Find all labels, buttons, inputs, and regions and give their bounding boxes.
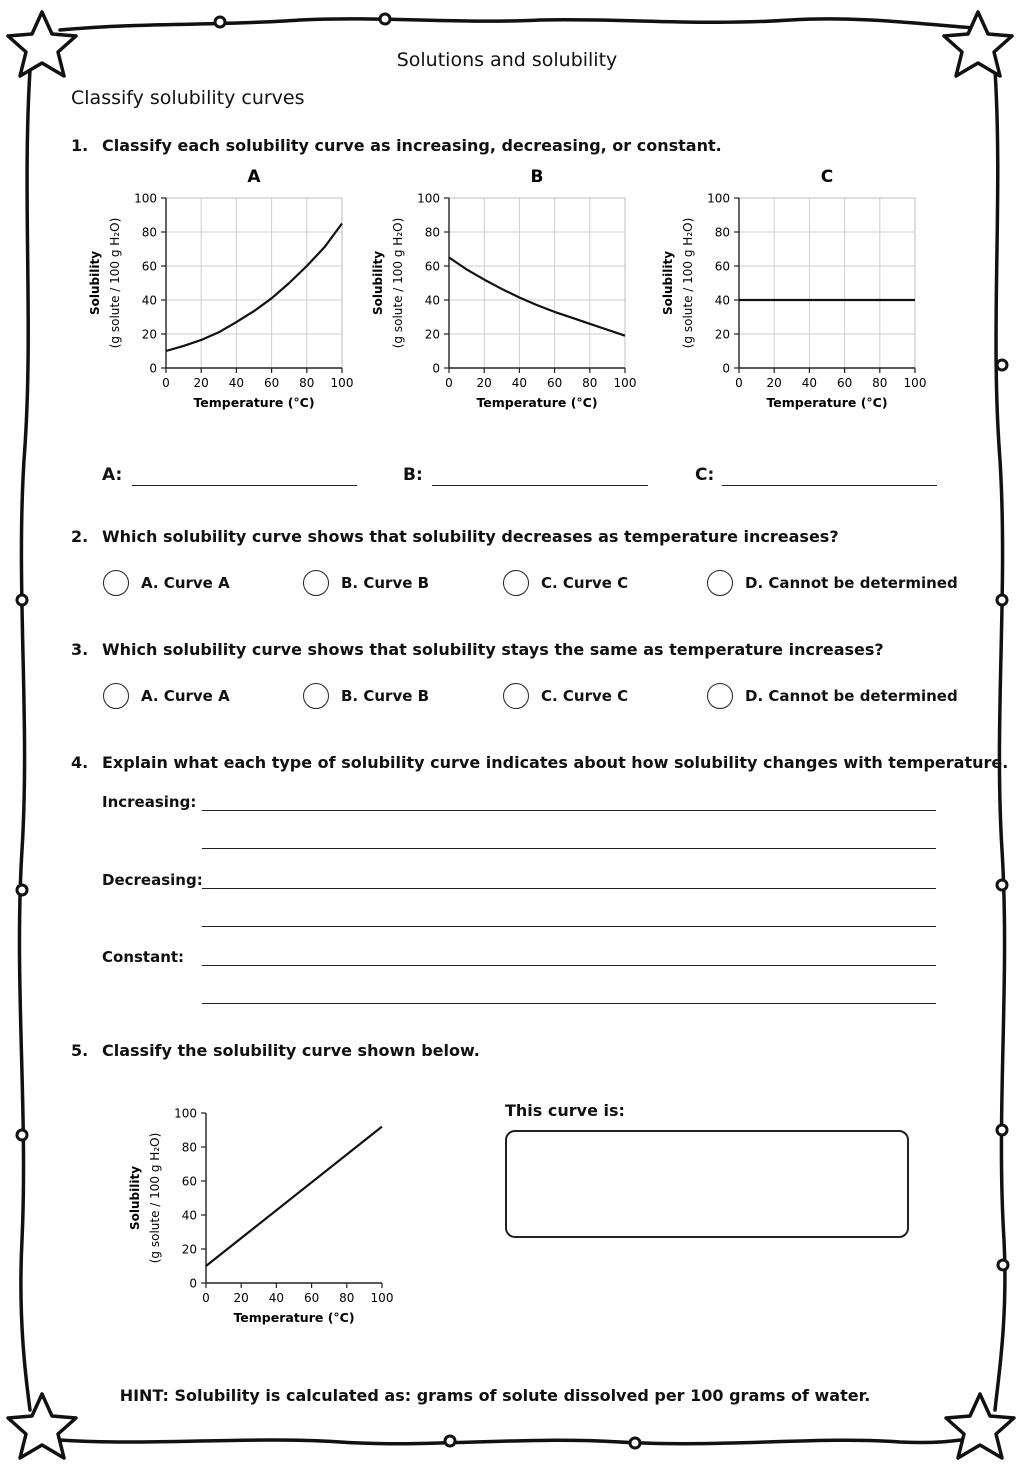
page-title: Solutions and solubility [396,49,618,71]
x-tick-label: 60 [836,376,853,390]
radio-button[interactable] [303,570,329,596]
y-tick-label: 40 [714,293,730,308]
y-tick-label: 0 [149,361,157,376]
writing-line[interactable] [202,888,936,889]
chart-title: A [247,167,261,187]
border-dot [17,595,27,605]
x-tick-label: 0 [202,1291,210,1305]
q3-option-a[interactable] [103,683,230,709]
hint-text: HINT: Solubility is calculated as: grams of solute dissolved per 100 grams of water. [119,1386,871,1405]
y-tick-label: 80 [714,225,730,240]
q2-option-b[interactable] [303,570,429,596]
x-axis-label: Temperature (°C) [193,395,315,410]
option-label: B. Curve B [341,574,430,592]
border-right-line [995,70,1005,1410]
option-label: C. Curve C [541,687,629,705]
question-1-text: Classify each solubility curve as increasing, decreasing, or constant. [102,136,722,155]
y-tick-label: 100 [417,191,440,206]
answer-line-a[interactable] [132,485,357,486]
border-bottom-line [60,1438,975,1444]
y-tick-label: 100 [174,1106,197,1121]
y-tick-label: 100 [707,191,730,206]
border-dot [445,1436,455,1446]
x-axis-label: Temperature (°C) [766,395,888,410]
writing-line[interactable] [202,926,936,927]
question-4-text: Explain what each type of solubility curve indicates about how solubility changes with temperature. [102,753,1009,772]
y-tick-label: 0 [432,361,440,376]
writing-line[interactable] [202,810,936,811]
x-tick-label: 100 [370,1291,394,1305]
writing-line[interactable] [202,1003,936,1004]
radio-button[interactable] [707,570,733,596]
border-dot [998,1260,1008,1270]
x-axis-label: Temperature (°C) [476,395,598,410]
y-tick-label: 0 [722,361,730,376]
x-tick-label: 80 [872,376,888,390]
y-tick-label: 60 [424,259,440,274]
box-label: This curve is: [505,1101,625,1120]
series-line [206,1127,382,1266]
y-tick-label: 40 [141,293,157,308]
x-axis-label: Temperature (°C) [233,1310,355,1325]
question-number: 3. [71,640,89,659]
option-label: D. Cannot be determined [745,574,958,592]
border-dot [997,1125,1007,1135]
border-left-line [19,70,30,1410]
answer-label-b: B: [403,465,423,485]
q3-option-b[interactable] [303,683,429,709]
y-tick-label: 40 [181,1208,197,1223]
radio-button[interactable] [707,683,733,709]
border-dot [380,14,390,24]
solubility-chart-c [643,160,943,420]
y-tick-label: 80 [181,1140,197,1155]
question-number: 2. [71,527,89,546]
x-tick-label: 0 [162,376,170,390]
answer-box[interactable] [505,1130,909,1238]
x-tick-label: 100 [613,376,637,390]
y-tick-label: 20 [424,327,440,342]
radio-button[interactable] [503,570,529,596]
y-axis-label: Solubility [371,250,385,316]
x-tick-label: 0 [735,376,743,390]
border-dot [997,880,1007,890]
x-tick-label: 20 [766,376,782,390]
question-5-text: Classify the solubility curve shown below. [102,1041,480,1060]
border-dot [630,1438,640,1448]
q2-option-c[interactable] [503,570,628,596]
x-tick-label: 100 [903,376,927,390]
x-tick-label: 0 [445,376,453,390]
radio-button[interactable] [103,683,129,709]
y-tick-label: 40 [424,293,440,308]
y-axis-label-units: (g solute / 100 g H₂O) [391,217,405,349]
y-tick-label: 0 [189,1276,197,1291]
option-label: A. Curve A [141,574,230,592]
option-label: C. Curve C [541,574,629,592]
option-label: D. Cannot be determined [745,687,958,705]
x-tick-label: 60 [303,1291,320,1305]
answer-line-c[interactable] [722,485,937,486]
radio-button[interactable] [303,683,329,709]
q3-option-d[interactable] [707,683,958,709]
question-number: 5. [71,1041,89,1060]
q2-option-a[interactable] [103,570,230,596]
radio-button[interactable] [503,683,529,709]
y-axis-label: Solubility [661,250,675,316]
y-axis-label-units: (g solute / 100 g H₂O) [108,217,122,349]
x-tick-label: 60 [263,376,280,390]
y-tick-label: 60 [714,259,730,274]
y-tick-label: 80 [141,225,157,240]
section-title: Classify solubility curves [71,87,305,109]
x-tick-label: 80 [339,1291,355,1305]
border-dot [17,885,27,895]
radio-button[interactable] [103,570,129,596]
q3-option-c[interactable] [503,683,628,709]
x-tick-label: 60 [546,376,563,390]
x-tick-label: 40 [801,376,818,390]
x-tick-label: 20 [233,1291,249,1305]
answer-label-c: C: [695,465,715,485]
constant-label: Constant: [102,948,185,966]
y-tick-label: 60 [181,1174,197,1189]
border-dot [17,1130,27,1140]
border-dot [215,17,225,27]
y-axis-label: Solubility [128,1165,142,1231]
answer-label-a: A: [102,465,123,485]
y-tick-label: 20 [181,1242,197,1257]
option-label: B. Curve B [341,687,430,705]
writing-line[interactable] [202,965,936,966]
solubility-chart-a [70,160,370,420]
x-tick-label: 80 [582,376,598,390]
x-tick-label: 20 [476,376,492,390]
y-tick-label: 80 [424,225,440,240]
border-dot [997,595,1007,605]
x-tick-label: 20 [193,376,209,390]
x-tick-label: 40 [511,376,528,390]
x-tick-label: 100 [330,376,354,390]
x-tick-label: 40 [268,1291,285,1305]
y-axis-label: Solubility [88,250,102,316]
y-tick-label: 60 [141,259,157,274]
y-tick-label: 100 [134,191,157,206]
y-axis-label-units: (g solute / 100 g H₂O) [681,217,695,349]
plot-frame [449,198,625,368]
increasing-label: Increasing: [102,793,197,811]
question-number: 4. [71,753,89,772]
y-tick-label: 20 [141,327,157,342]
q2-option-d[interactable] [707,570,958,596]
question-3-text: Which solubility curve shows that solubility stays the same as temperature increases? [102,640,884,659]
option-label: A. Curve A [141,687,230,705]
chart-title: C [820,167,834,187]
question-number: 1. [71,136,89,155]
chart-title: B [530,167,544,187]
series-line [449,258,625,336]
border-dot [997,360,1007,370]
question-2-text: Which solubility curve shows that solubility decreases as temperature increases? [102,527,839,546]
solubility-chart-q5 [110,1075,410,1335]
decreasing-label: Decreasing: [102,871,203,889]
border-top-line [60,19,975,30]
solubility-chart-b [353,160,653,420]
y-tick-label: 20 [714,327,730,342]
answer-line-b[interactable] [432,485,648,486]
x-tick-label: 80 [299,376,315,390]
x-tick-label: 40 [228,376,245,390]
writing-line[interactable] [202,848,936,849]
series-line [166,224,342,352]
y-axis-label-units: (g solute / 100 g H₂O) [148,1132,162,1264]
plot-frame [739,198,915,368]
